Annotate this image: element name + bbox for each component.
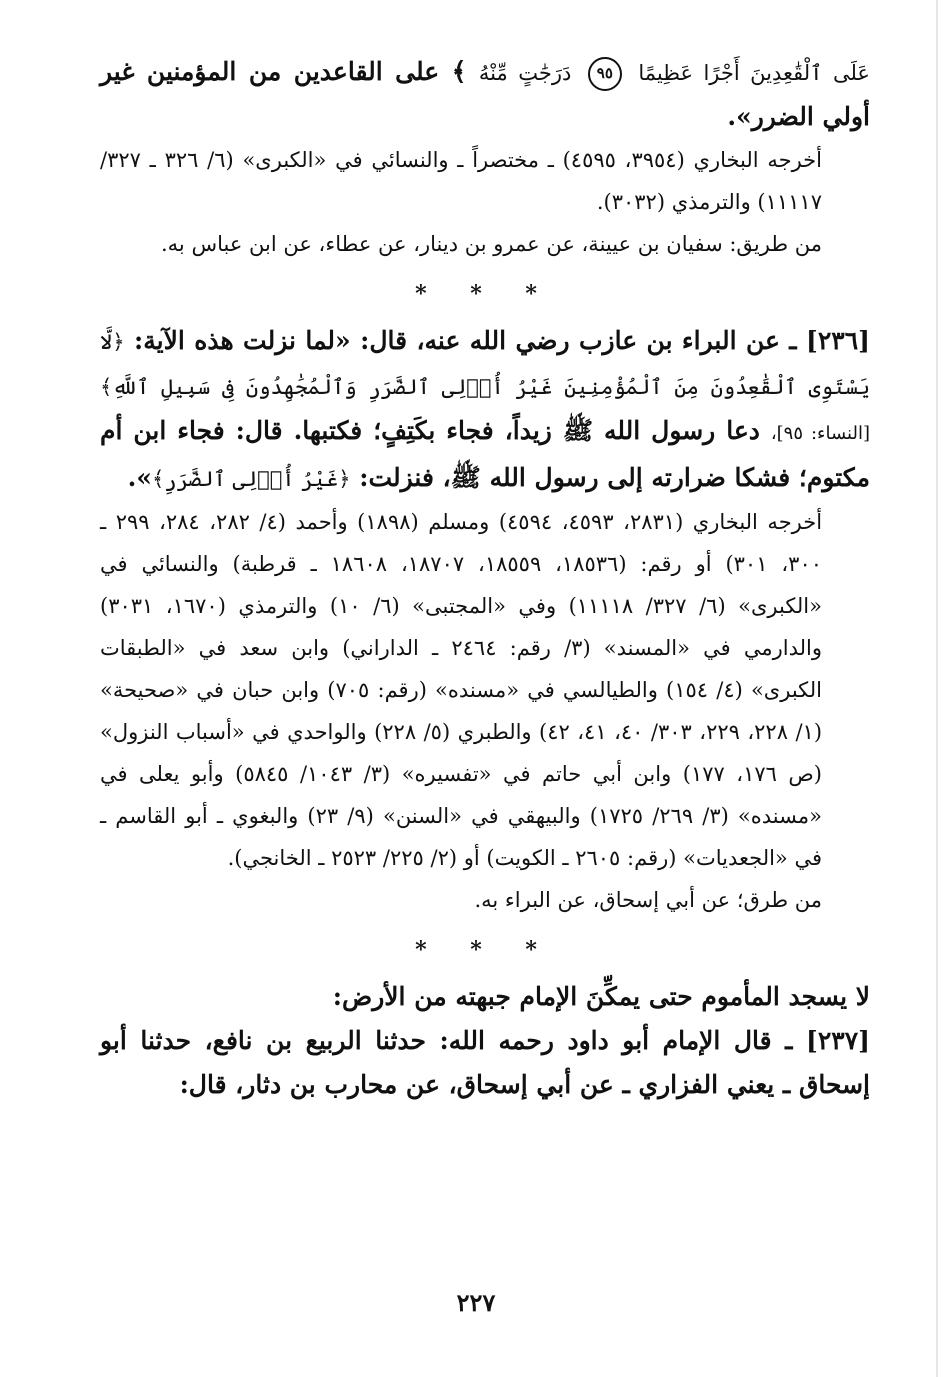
- takhrij-paragraph-1: أخرجه البخاري (٣٩٥٤، ٤٥٩٥) ـ مختصراً ـ والنسائي في «الكبرى» (٦/ ٣٢٦ ـ ٣٢٧/ ١١١١٧) والترمذي (٣٠٣٢).: [100, 148, 822, 214]
- page-edge-line: [936, 0, 938, 1377]
- takhrij-paragraph-236: أخرجه البخاري (٢٨٣١، ٤٥٩٣، ٤٥٩٤) ومسلم (١٨٩٨) وأحمد (٤/ ٢٨٢، ٢٨٤، ٢٩٩ ـ ٣٠٠، ٣٠١) أو رقم: (١٨٥٣٦، ١٨٥٥٩، ١٨٧٠٧، ١٨٦٠٨ ـ قرطبة) والنسائي في «الكبرى» (٦/ ٣٢٧/ ١١١١٨) وفي «المجتبى» (٦/ ١٠) والترمذي (١٦٧٠، ٣٠٣١) والدارمي في «المسند» (٣/ رقم: ٢٤٦٤ ـ الداراني) وابن سعد في «الطبقات الكبرى» (٤/ ١٥٤) والطيالسي في «مسنده» (رقم: ٧٠٥) وابن حبان في «صحيحة» (١/ ٢٢٨، ٢٢٩، ٣٠٣/ ٤٠، ٤١، ٤٢) والطبري (٥/ ٢٢٨) والواحدي في «أسباب النزول» (ص ١٧٦، ١٧٧) وابن أبي حاتم في «تفسيره» (٣/ ١٠٤٣/ ٥٨٤٥) وأبو يعلى في «مسنده» (٣/ ٢٦٩/ ١٧٢٥) والبيهقي في «السنن» (٩/ ٢٣) والبغوي ـ أبو القاسم ـ في «الجعديات» (رقم: ٢٦٠٥ ـ الكويت) أو (٢/ ٢٢٥/ ٢٥٢٣ ـ الخانجي).: [100, 510, 823, 870]
- hadith-236-intro: [٢٣٦] ـ عن البراء بن عازب رضي الله عنه، قال: «لما نزلت هذه الآية:: [134, 326, 870, 355]
- isnad-paragraph-236: من طرق؛ عن أبي إسحاق، عن البراء به.: [474, 888, 822, 912]
- section-separator-1: * * *: [415, 281, 555, 307]
- page-number: ٢٢٧: [456, 1288, 496, 1317]
- hadith-236-end: ».: [127, 463, 152, 492]
- verse-number-mark: ٩٥: [588, 57, 622, 91]
- verse-continuation: [100, 50, 870, 139]
- hadith-ending: ﴾ على القاعدين من المؤمنين غير أولي الضرر».: [100, 57, 870, 131]
- isnad-paragraph-1: من طريق: سفيان بن عيينة، عن عمرو بن دينار، عن عطاء، عن ابن عباس به.: [161, 232, 822, 256]
- hadith-236-quran-verse: ﴿لَّا يَسْتَوِى ٱلْقَٰعِدُونَ مِنَ ٱلْمُؤْمِنِينَ غَيْرُ أُو۟لِى ٱلضَّرَرِ وَٱلْمُجَٰهِدُونَ فِى سَبِيلِ ٱللَّهِ﴾: [100, 330, 870, 399]
- page-content: [100, 50, 870, 1107]
- hadith-236: [100, 319, 870, 501]
- hadith-237: [٢٣٧] ـ قال الإمام أبو داود رحمه الله: حدثنا الربيع بن نافع، حدثنا أبو إسحاق ـ يعني الفزاري ـ عن أبي إسحاق، عن محارب بن دثار، قال:: [100, 1026, 870, 1099]
- hadith-236-quran-verse-2: ﴿غَيْرُ أُو۟لِى ٱلضَّرَرِ﴾: [151, 467, 351, 491]
- hadith-236-text: دعا رسول الله ﷺ زيداً، فجاء بكَتِفٍ؛ فكتبها. قال: فجاء ابن أم مكتوم؛ فشكا ضرارته إلى رسول الله ﷺ، فنزلت:: [100, 416, 870, 492]
- quran-fragment-1: عَلَى ٱلْقَٰعِدِينَ أَجْرًا عَظِيمًا: [638, 61, 870, 85]
- hadith-236-verse-reference: [النساء: ٩٥]،: [770, 423, 870, 444]
- quran-fragment-2: دَرَجَٰتٍ مِّنْهُ: [478, 61, 572, 85]
- section-separator-2: * * *: [415, 937, 555, 963]
- chapter-heading: لا يسجد المأموم حتى يمكِّنَ الإمام جبهته من الأرض:: [332, 982, 870, 1011]
